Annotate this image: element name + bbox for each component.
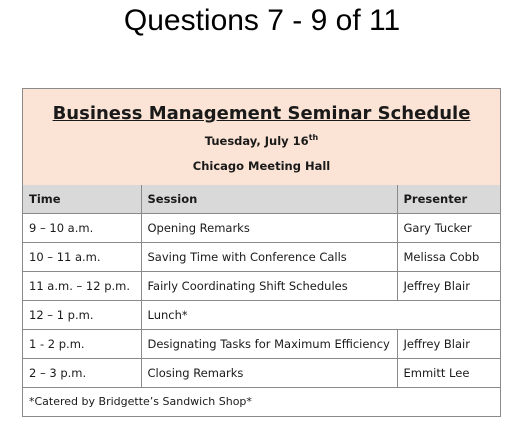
schedule-card (22, 88, 501, 417)
schedule-header (23, 89, 500, 186)
time-cell: 2 – 3 p.m. (23, 358, 141, 387)
schedule-title: Business Management Seminar Schedule (52, 103, 471, 124)
table-row (23, 329, 500, 358)
presenter-cell: Jeffrey Blair (397, 271, 500, 300)
schedule-date-suffix: th (308, 133, 319, 142)
time-cell: 12 – 1 p.m. (23, 300, 141, 329)
table-row (23, 271, 500, 300)
presenter-cell: Emmitt Lee (397, 358, 500, 387)
presenter-cell: Gary Tucker (397, 213, 500, 242)
schedule-venue: Chicago Meeting Hall (192, 159, 331, 173)
column-header-session: Session (141, 185, 397, 213)
table-row (23, 358, 500, 387)
page-heading: Questions 7 - 9 of 11 (123, 4, 401, 37)
schedule-date-text: Tuesday, July 16 (204, 133, 309, 148)
footnote-row (23, 387, 500, 416)
presenter-cell: Melissa Cobb (397, 242, 500, 271)
session-cell: Designating Tasks for Maximum Efficiency (141, 329, 397, 358)
table-row (23, 213, 500, 242)
table-header-row (23, 185, 500, 213)
column-header-presenter: Presenter (397, 185, 500, 213)
session-cell: Opening Remarks (141, 213, 397, 242)
time-cell: 1 - 2 p.m. (23, 329, 141, 358)
time-cell: 10 – 11 a.m. (23, 242, 141, 271)
schedule-table (23, 185, 500, 416)
footnote: *Catered by Bridgette’s Sandwich Shop* (23, 387, 500, 416)
column-header-time: Time (23, 185, 141, 213)
schedule-date (23, 133, 500, 148)
session-cell: Lunch* (141, 300, 500, 329)
presenter-cell: Jeffrey Blair (397, 329, 500, 358)
time-cell: 9 – 10 a.m. (23, 213, 141, 242)
table-row (23, 300, 500, 329)
session-cell: Fairly Coordinating Shift Schedules (141, 271, 397, 300)
table-row (23, 242, 500, 271)
session-cell: Saving Time with Conference Calls (141, 242, 397, 271)
session-cell: Closing Remarks (141, 358, 397, 387)
time-cell: 11 a.m. – 12 p.m. (23, 271, 141, 300)
